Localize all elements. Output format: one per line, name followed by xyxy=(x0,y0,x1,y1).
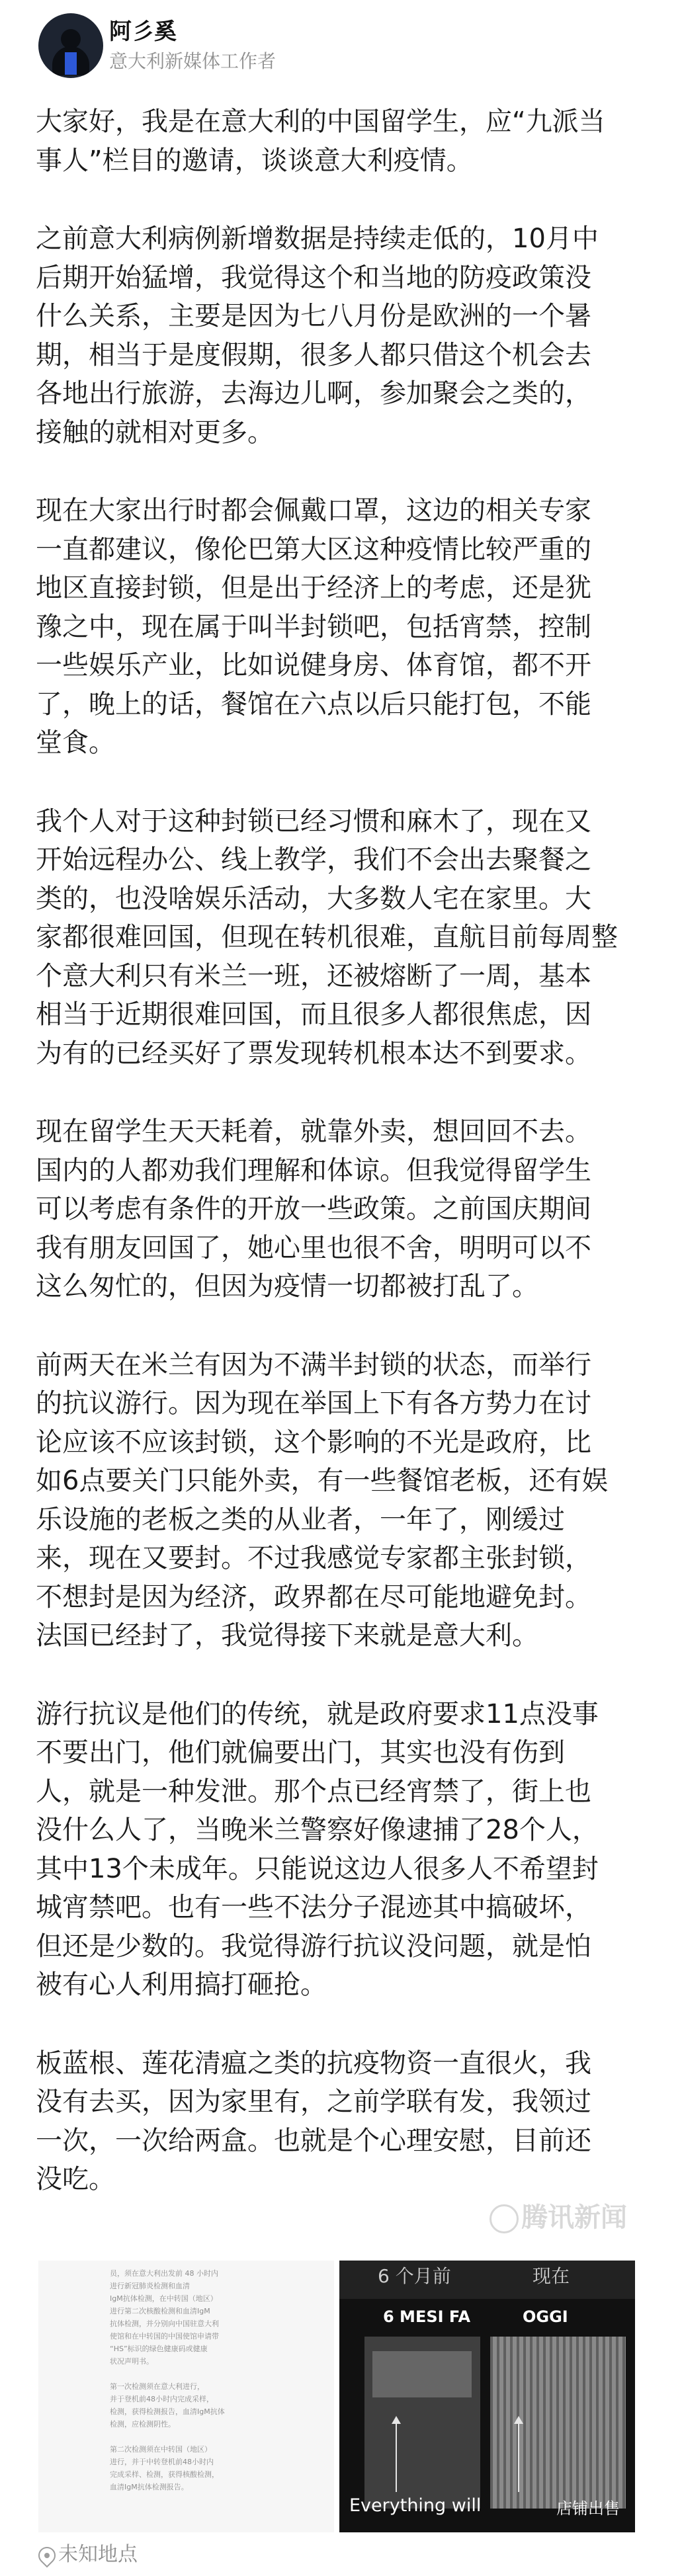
image-grid xyxy=(38,2261,635,2532)
avatar-accent-shape xyxy=(65,52,77,75)
photo-label-right: OGGI xyxy=(523,2307,568,2326)
location-text: 未知地点 xyxy=(58,2543,138,2566)
avatar[interactable] xyxy=(38,13,103,78)
photo-caption-top-left: 6 个月前 xyxy=(378,2265,451,2287)
article-body xyxy=(36,103,648,2239)
photo-left-storefront xyxy=(364,2337,480,2509)
photo-arrow-left-icon xyxy=(396,2423,397,2492)
article-paragraph-1: 大家好，我是在意大利的中国留学生，应“九派当 事人”栏目的邀请，谈谈意大利疫情。 xyxy=(36,106,605,176)
article-paragraph-2: 之前意大利病例新增数据是持续走低的，10月中 后期开始猛增，我觉得这个和当地的防疫政策没 什么关系，主要是因为七八月份是欧洲的一个暑 期，相当于是度假期，很多人都只借这个机会去 各地出行旅游，去海边儿啊，参加聚会之类的， 接触的就相对更多。 xyxy=(36,224,599,448)
article-paragraph-5: 现在留学生天天耗着，就靠外卖，想回回不去。 国内的人都劝我们理解和体谅。但我觉得留学生 可以考虑有条件的开放一些政策。之前国庆期间 我有朋友回国了，她心里也很不舍，明明可以不 这么匆忙的，但因为疫情一切都被打乱了。 xyxy=(36,1116,591,1302)
photo-label-left: 6 MESI FA xyxy=(383,2307,471,2326)
article-paragraph-7: 游行抗议是他们的传统，就是政府要求11点没事 不要出门，他们就偏要出门，其实也没有伤到 人，就是一种发泄。那个点已经宵禁了，街上也 没什么人了，当晚米兰警察好像逮捕了28个人， 其中13个未成年。只能说这边人很多人不希望封 城宵禁吧。也有一些不法分子混迹其中搞破坏， 但还是少数的。我觉得游行抗议没问题，就是怕 被有心人利用搞打砸抢。 xyxy=(36,1698,599,2000)
article-paragraph-8: 板蓝根、莲花清瘟之类的抗疫物资一直很火，我 没有去买，因为家里有，之前学联有发，我领过 一次，一次给两盒。也就是个心理安慰，目前还 没吃。 xyxy=(36,2048,591,2194)
author-description: 意大利新媒体工作者 xyxy=(109,50,277,72)
photo-caption-top-right: 现在 xyxy=(533,2265,570,2287)
photo-left-storefront-window xyxy=(372,2351,472,2397)
photo-arrow-right-icon xyxy=(518,2423,519,2492)
document-screenshot-text: 员，须在意大利出发前 48 小时内 进行新冠肺炎检测和血清 IgM抗体检测，在中转国（地区） 进行第二次核酸检测和血清IgM 抗体检测，并分别向中国驻意大利 使馆和在中转国的中国使馆申请带 “HS”标识的绿色健康码或健康 状况声明书。 第一次检测须在意大利进行， 并于登机前48小时内完成采样， 检测，获得检测报告，血清IgM抗体 检测，应检测阴性。 第二次检测须在中转国（地区） 进行，并于中转登机前48小时内 完成采样、检测，获得核酸检测， 血清IgM抗体检测报告。 xyxy=(110,2269,225,2491)
watermark-text: 腾讯新闻 xyxy=(521,2202,627,2233)
photo-right-shutter xyxy=(490,2337,626,2509)
watermark xyxy=(490,2198,642,2237)
photo-bottom-text-left: Everything will xyxy=(349,2495,482,2516)
article-paragraph-6: 前两天在米兰有因为不满半封锁的状态，而举行 的抗议游行。因为现在举国上下有各方势力在讨 论应该不应该封锁，这个影响的不光是政府，比 如6点要关门只能外卖，有一些餐馆老板，还有娱 乐设施的老板之类的从业者，一年了，刚缓过 来，现在又要封。不过我感觉专家都主张封锁， 不想封是因为经济，政界都在尽可能地避免封。 法国已经封了，我觉得接下来就是意大利。 xyxy=(36,1349,609,1651)
watermark-icon xyxy=(490,2204,519,2233)
article-paragraph-4: 我个人对于这种封锁已经习惯和麻木了，现在又 开始远程办公、线上教学，我们不会出去聚餐之 类的，也没啥娱乐活动，大多数人宅在家里。大 家都很难回国，但现在转机很难，直航目前每周整 个意大利只有米兰一班，还被熔断了一周，基本 相当于近期很难回国，而且很多人都很焦虑，因 为有的已经买好了票发现转机根本达不到要求。 xyxy=(36,806,618,1069)
street-photo-image[interactable] xyxy=(339,2261,635,2532)
author-header xyxy=(38,13,660,93)
location-pin-icon xyxy=(35,2544,60,2568)
photo-bottom-text-right: 店铺出售 xyxy=(556,2499,620,2518)
article-paragraph-3: 现在大家出行时都会佩戴口罩，这边的相关专家 一直都建议，像伦巴第大区这种疫情比较严重的 地区直接封锁，但是出于经济上的考虑，还是犹 豫之中，现在属于叫半封锁吧，包括宵禁，控制 一些娱乐产业，比如说健身房、体育馆，都不开 了，晚上的话，餐馆在六点以后只能打包，不能 堂食。 xyxy=(36,495,591,758)
document-screenshot-image[interactable] xyxy=(38,2261,334,2532)
author-name[interactable]: 阿彡奚 xyxy=(109,19,177,45)
